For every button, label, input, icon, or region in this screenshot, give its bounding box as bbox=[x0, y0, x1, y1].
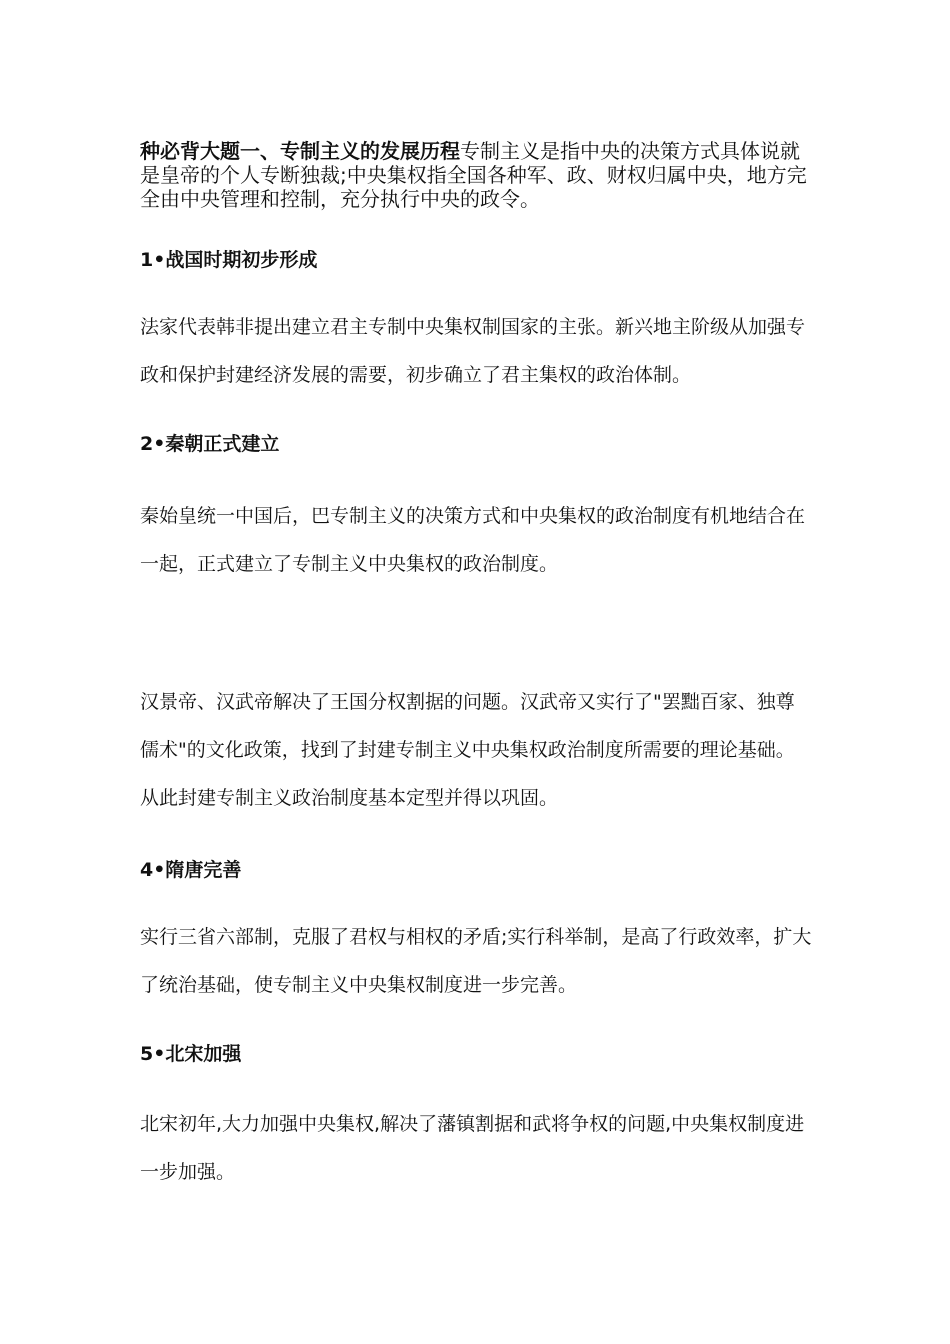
section-heading-2: 2•秦朝正式建立 bbox=[140, 433, 280, 455]
intro-lead-title: 种必背大题一、专制主义的发展历程 bbox=[140, 139, 460, 163]
intro-paragraph bbox=[140, 139, 812, 211]
intro-text: 专制主义是指中央的决策方式具体说就是皇帝的个人专断独裁;中央集权指全国各种军、政、财权归属中央，地方完全由中央管理和控制，充分执行中央的政令。 bbox=[140, 139, 807, 211]
section-body-4: 实行三省六部制，克服了君权与相权的矛盾;实行科举制，是高了行政效率，扩大了统治基础，使专制主义中央集权制度进一步完善。 bbox=[140, 926, 812, 996]
section-body-1: 法家代表韩非提出建立君主专制中央集权制国家的主张。新兴地主阶级从加强专政和保护封建经济发展的需要，初步确立了君主集权的政治体制。 bbox=[140, 316, 806, 386]
section-body-2: 秦始皇统一中国后，巴专制主义的决策方式和中央集权的政治制度有机地结合在一起，正式建立了专制主义中央集权的政治制度。 bbox=[140, 505, 806, 575]
section-heading-5: 5•北宋加强 bbox=[140, 1043, 242, 1065]
section-body-5: 北宋初年,大力加强中央集权,解决了藩镇割据和武将争权的问题,中央集权制度进一步加强。 bbox=[140, 1113, 805, 1183]
section-heading-4: 4•隋唐完善 bbox=[140, 859, 242, 881]
section-heading-1: 1•战国时期初步形成 bbox=[140, 249, 318, 271]
section-body-3: 汉景帝、汉武帝解决了王国分权割据的问题。汉武帝又实行了"罢黜百家、独尊儒术"的文化政策，找到了封建专制主义中央集权政治制度所需要的理论基础。从此封建专制主义政治制度基本定型并得以巩固。 bbox=[140, 691, 795, 809]
